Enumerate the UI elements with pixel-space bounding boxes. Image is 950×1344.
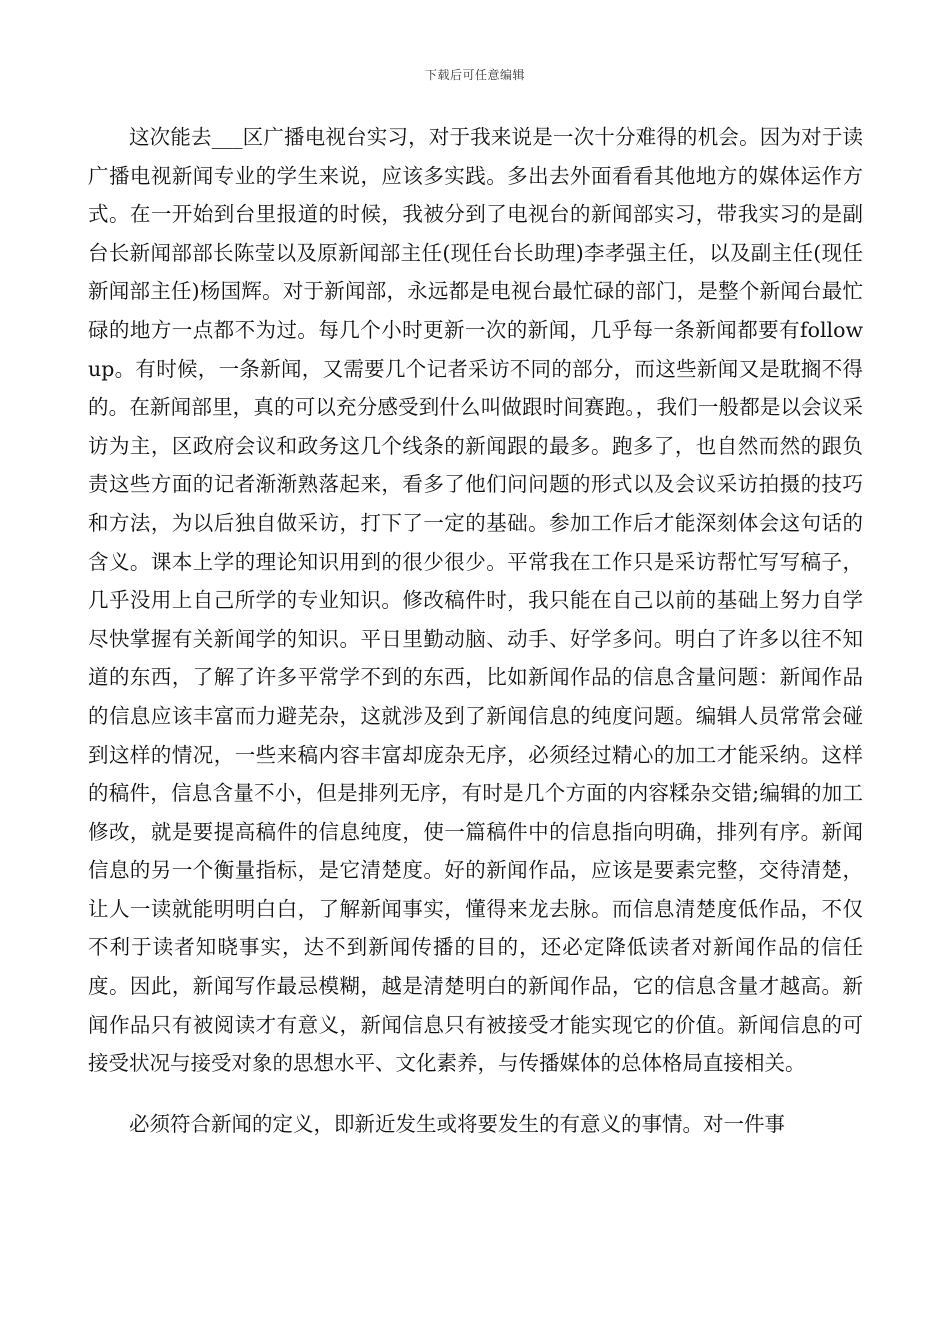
page-header: 下载后可任意编辑	[424, 68, 525, 82]
document-body	[88, 118, 863, 1143]
paragraph-1: 这次能去___区广播电视台实习，对于我来说是一次十分难得的机会。因为对于读广播电视新闻专业的学生来说，应该多实践。多出去外面看看其他地方的媒体运作方式。在一开始到台里报道的时候，我被分到了电视台的新闻部实习，带我实习的是副台长新闻部部长陈莹以及原新闻部主任(现任台长助理)李孝强主任，以及副主任(现任新闻部主任)杨国辉。对于新闻部，永远都是电视台最忙碌的部门，是整个新闻台最忙碌的地方一点都不为过。每几个小时更新一次的新闻，几乎每一条新闻都要有follow up。有时候，一条新闻，又需要几个记者采访不同的部分，而这些新闻又是耽搁不得的。在新闻部里，真的可以充分感受到什么叫做跟时间赛跑。，我们一般都是以会议采访为主，区政府会议和政务这几个线条的新闻跟的最多。跑多了，也自然而然的跟负责这些方面的记者渐渐熟落起来，看多了他们问问题的形式以及会议采访拍摄的技巧和方法，为以后独自做采访，打下了一定的基础。参加工作后才能深刻体会这句话的含义。课本上学的理论知识用到的很少很少。平常我在工作只是采访帮忙写写稿子，几乎没用上自己所学的专业知识。修改稿件时，我只能在自己以前的基础上努力自学尽快掌握有关新闻学的知识。平日里勤动脑、动手、好学多问。明白了许多以往不知道的东西，了解了许多平常学不到的东西，比如新闻作品的信息含量问题：新闻作品的信息应该丰富而力避芜杂，这就涉及到了新闻信息的纯度问题。编辑人员常常会碰到这样的情况，一些来稿内容丰富却庞杂无序，必须经过精心的加工才能采纳。这样的稿件，信息含量不小，但是排列无序，有时是几个方面的内容糅杂交错;编辑的加工修改，就是要提高稿件的信息纯度，使一篇稿件中的信息指向明确，排列有序。新闻信息的另一个衡量指标，是它清楚度。好的新闻作品，应该是要素完整，交待清楚，让人一读就能明明白白，了解新闻事实，懂得来龙去脉。而信息清楚度低作品，不仅不利于读者知晓事实，达不到新闻传播的目的，还必定降低读者对新闻作品的信任度。因此，新闻写作最忌模糊，越是清楚明白的新闻作品，它的信息含量才越高。新闻作品只有被阅读才有意义，新闻信息只有被接受才能实现它的价值。新闻信息的可接受状况与接受对象的思想水平、文化素养，与传播媒体的总体格局直接相关。	[88, 125, 863, 1076]
paragraph-2: 必须符合新闻的定义，即新近发生或将要发生的有意义的事情。对一件事	[129, 1111, 785, 1136]
